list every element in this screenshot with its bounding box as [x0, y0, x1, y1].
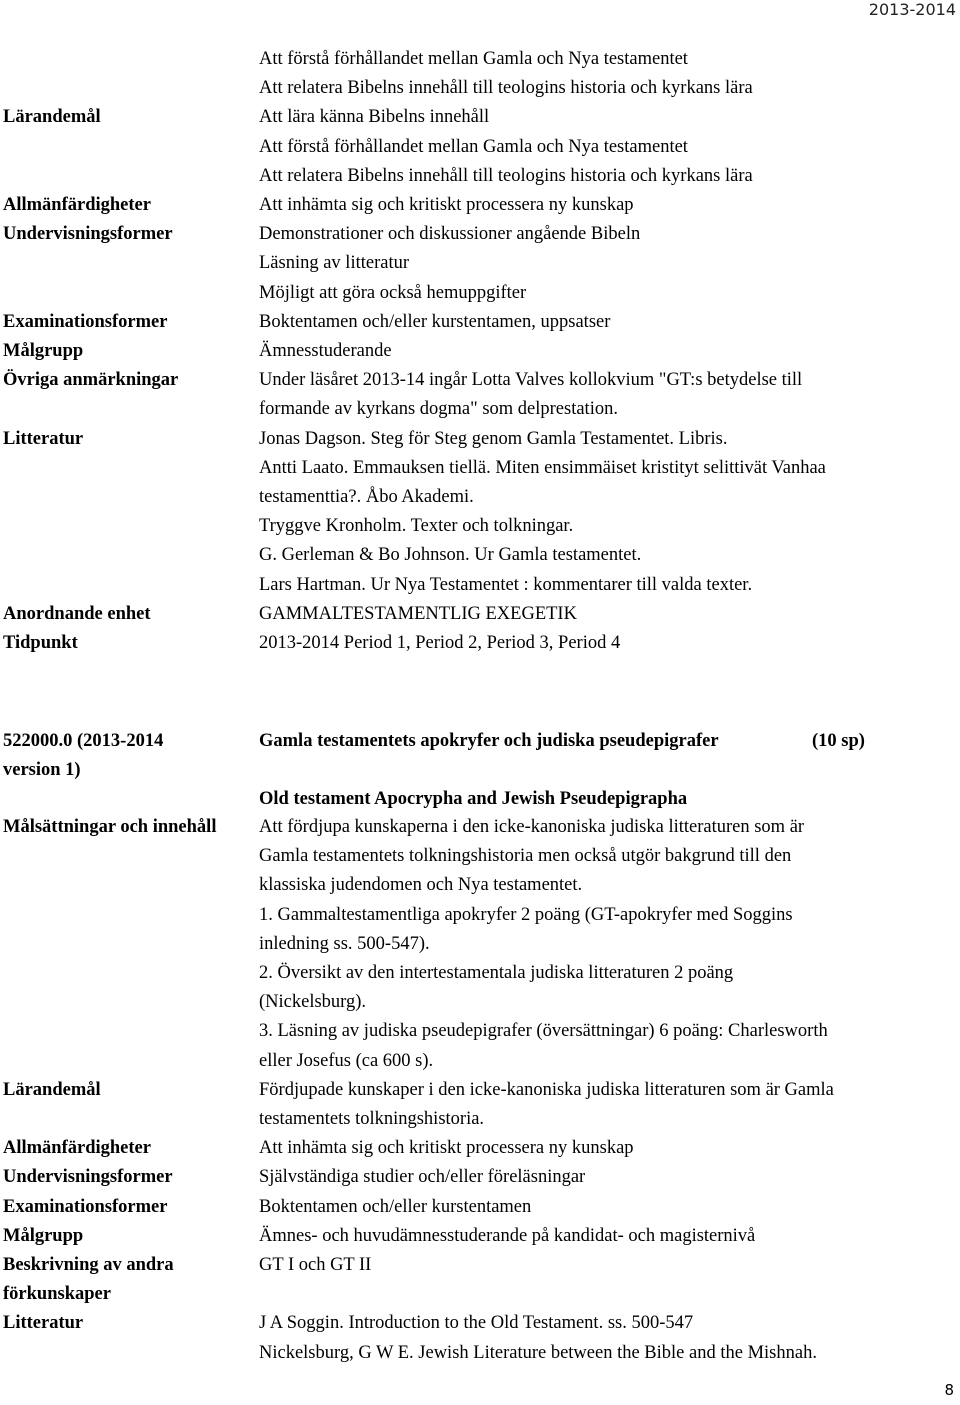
row-label: Lärandemål [3, 107, 101, 128]
row-label: Tidpunkt [3, 633, 78, 653]
row-value: Att inhämta sig och kritiskt processera ny kunskap [259, 1138, 634, 1159]
row-value: Tryggve Kronholm. Texter och tolkningar. [259, 516, 574, 537]
row-value: Nickelsburg, G W E. Jewish Literature between the Bible and the Mishnah. [259, 1342, 817, 1363]
row-value: Lars Hartman. Ur Nya Testamentet : kommentarer till valda texter. [259, 574, 753, 595]
course-credits: (10 sp) [812, 731, 865, 751]
page-number: 8 [944, 1381, 954, 1399]
row-label: Examinationsformer [3, 1196, 168, 1217]
row-value: Att förstå förhållandet mellan Gamla och Nya testamentet [259, 136, 688, 157]
course-title: Gamla testamentets apokryfer och judiska pseudepigrafer [259, 731, 719, 751]
row-label: Målgrupp [3, 341, 84, 361]
row-value: J A Soggin. Introduction to the Old Testament. ss. 500-547 [259, 1313, 694, 1334]
row-label: Anordnande enhet [3, 603, 151, 624]
row-value: GAMMALTESTAMENTLIG EXEGETIK [259, 603, 577, 624]
row-label: Övriga anmärkningar [3, 370, 179, 391]
row-value: testamenttia?. Åbo Akademi. [259, 487, 474, 507]
row-value: (Nickelsburg). [259, 992, 367, 1013]
course-code: 522000.0 (2013-2014 [3, 731, 164, 751]
row-label: Allmänfärdigheter [3, 1138, 151, 1159]
row-label: Målsättningar och innehåll [3, 817, 217, 837]
row-value: klassiska judendomen och Nya testamentet. [259, 875, 583, 896]
row-value: Att förstå förhållandet mellan Gamla och Nya testamentet [259, 49, 688, 69]
row-value: Läsning av litteratur [259, 253, 410, 274]
row-value: Fördjupade kunskaper i den icke-kanoniska judiska litteraturen som är Gamla [259, 1079, 834, 1100]
row-value: Boktentamen och/eller kurstentamen [259, 1196, 532, 1217]
row-value: testamentets tolkningshistoria. [259, 1109, 485, 1129]
row-value: Ämnesstuderande [259, 341, 392, 361]
row-value: 2013-2014 Period 1, Period 2, Period 3, Period 4 [259, 633, 621, 653]
row-label: Allmänfärdigheter [3, 195, 151, 215]
row-value: Demonstrationer och diskussioner angående Bibeln [259, 224, 641, 245]
row-label: Undervisningsformer [3, 1167, 173, 1188]
row-value: Gamla testamentets tolkningshistoria men också utgör bakgrund till den [259, 846, 792, 867]
row-value: Möjligt att göra också hemuppgifter [259, 282, 527, 303]
row-label: Litteratur [3, 1313, 84, 1334]
course-version: version 1) [3, 760, 81, 780]
row-value: formande av kyrkans dogma" som delprestation. [259, 399, 618, 420]
row-value: Självständiga studier och/eller föreläsningar [259, 1167, 586, 1188]
row-value: GT I och GT II [259, 1255, 372, 1275]
row-value: Att lära känna Bibelns innehåll [259, 107, 490, 128]
row-value: Boktentamen och/eller kurstentamen, uppsatser [259, 311, 611, 332]
row-value: G. Gerleman & Bo Johnson. Ur Gamla testamentet. [259, 545, 642, 566]
row-value: Att fördjupa kunskaperna i den icke-kanoniska judiska litteraturen som är [259, 817, 805, 837]
row-value: 1. Gammaltestamentliga apokryfer 2 poäng (GT-apokryfer med Soggins [259, 904, 793, 925]
row-label: Lärandemål [3, 1079, 101, 1100]
row-value: Ämnes- och huvudämnesstuderande på kandidat- och magisternivå [259, 1225, 756, 1246]
row-label: förkunskaper [3, 1284, 111, 1305]
row-value: Att inhämta sig och kritiskt processera ny kunskap [259, 195, 634, 215]
row-value: 2. Översikt av den intertestamentala judiska litteraturen 2 poäng [259, 963, 734, 983]
row-value: Antti Laato. Emmauksen tiellä. Miten ensimmäiset kristityt selittivät Vanhaa [259, 457, 826, 478]
row-value: inledning ss. 500-547). [259, 933, 430, 954]
row-value: Att relatera Bibelns innehåll till teologins historia och kyrkans lära [259, 165, 753, 186]
header-year: 2013-2014 [868, 0, 956, 19]
row-value: eller Josefus (ca 600 s). [259, 1050, 434, 1071]
row-label: Litteratur [3, 428, 84, 449]
row-label: Målgrupp [3, 1225, 84, 1246]
row-value: Att relatera Bibelns innehåll till teologins historia och kyrkans lära [259, 78, 753, 99]
row-label: Undervisningsformer [3, 224, 173, 245]
row-value: Jonas Dagson. Steg för Steg genom Gamla Testamentet. Libris. [259, 428, 728, 449]
row-value: Under läsåret 2013-14 ingår Lotta Valves kollokvium "GT:s betydelse till [259, 370, 803, 391]
row-label: Beskrivning av andra [3, 1255, 174, 1275]
row-label: Examinationsformer [3, 311, 168, 332]
row-value: 3. Läsning av judiska pseudepigrafer (översättningar) 6 poäng: Charlesworth [259, 1021, 828, 1042]
course-title-en: Old testament Apocrypha and Jewish Pseudepigrapha [259, 789, 688, 809]
